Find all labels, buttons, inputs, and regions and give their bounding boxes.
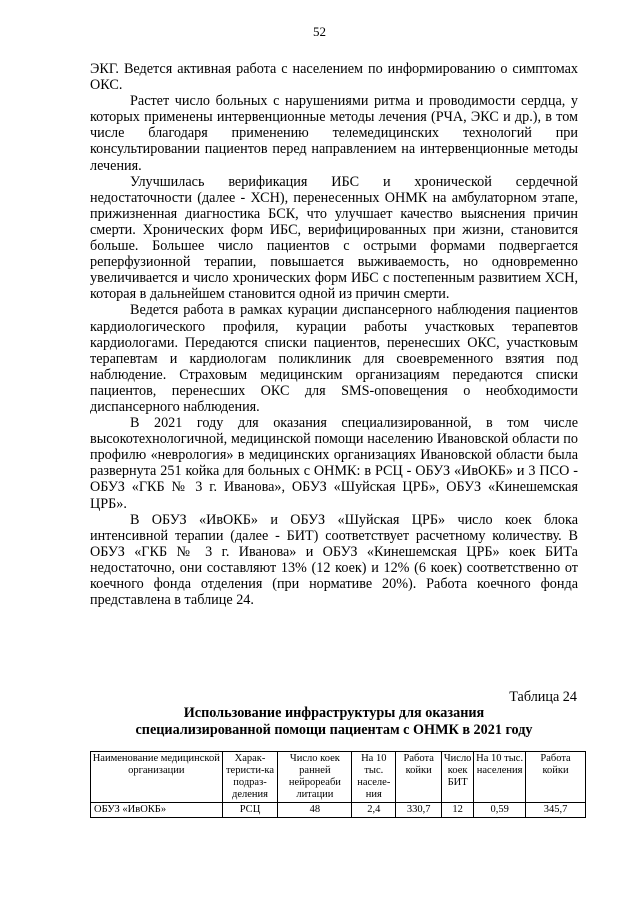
paragraph-6: В ОБУЗ «ИвОКБ» и ОБУЗ «Шуйская ЦРБ» число коек блока интенсивной терапии (далее - БИТ) соответствует расчетному количеству. В ОБУЗ «ГКБ № 3 г. Иванова» и ОБУЗ «Кинешемская ЦРБ» коек БИТа недостаточно, они составляют 13% (12 коек) и 12% (6 коек) соответственно от коечного фонда отделения (при нормативе 20%). Работа коечного фонда представлена в таблице 24. bbox=[90, 511, 578, 609]
document-body bbox=[90, 61, 578, 608]
header-bed-work: Работа койки bbox=[396, 752, 442, 803]
cell-rehab-beds: 48 bbox=[278, 803, 352, 818]
cell-bit-beds: 12 bbox=[442, 803, 474, 818]
paragraph-1: ЭКГ. Ведется активная работа с населением по информированию о симптомах ОКС. bbox=[90, 61, 578, 94]
table-title-line-1: Использование инфраструктуры для оказания bbox=[183, 705, 485, 721]
cell-organization: ОБУЗ «ИвОКБ» bbox=[91, 803, 223, 818]
page-number: 52 bbox=[313, 24, 326, 39]
paragraph-3: Улучшилась верификация ИБС и хронической сердечной недостаточности (далее - ХСН), перенесенных ОНМК на амбулаторном этапе, прижизненная диагностика БСК, что улучшает качество выяснения причин смерти. Хронических форм ИБС, верифицированных при жизни, становится больше. Большее число пациентов с острыми формами подвергается реперфузионной терапии, повышается выживаемость, но одновременно увеличивается и число хронических форм ИБС с постепенным развитием ХСН, которая в дальнейшем становится одной из причин смерти. bbox=[90, 173, 578, 303]
table-title-line-2: специализированной помощи пациентам с ОНМК в 2021 году bbox=[135, 722, 533, 738]
table-caption: Таблица 24 bbox=[509, 689, 577, 705]
infrastructure-table bbox=[90, 751, 586, 818]
table-row bbox=[91, 803, 586, 818]
paragraph-2: Растет число больных с нарушениями ритма и проводимости сердца, у которых применены интервенционные методы лечения (РЧА, ЭКС и др.), в том числе благодаря применению телемедицинских технологий при консультировании пациентов перед направлением на интервенционные методы лечения. bbox=[90, 93, 578, 174]
cell-unit-type: РСЦ bbox=[222, 803, 278, 818]
paragraph-5: В 2021 году для оказания специализированной, в том числе высокотехнологичной, медицинской помощи населению Ивановской области по профилю «неврология» в медицинских организациях Ивановской области была развернута 251 койка для больных с ОНМК: в РСЦ - ОБУЗ «ИвОКБ» и 3 ПСО - ОБУЗ «ГКБ № 3 г. Иванова», ОБУЗ «Шуйская ЦРБ», ОБУЗ «Кинешемская ЦРБ». bbox=[90, 415, 578, 512]
header-organization: Наименование медицинской организации bbox=[91, 752, 223, 803]
header-bit-bed-work: Работа койки bbox=[526, 752, 586, 803]
cell-bit-bed-work: 345,7 bbox=[526, 803, 586, 818]
table-header-row bbox=[91, 752, 586, 803]
cell-bit-per-10k: 0,59 bbox=[474, 803, 526, 818]
header-rehab-beds: Число коек ранней нейрореаби литации bbox=[278, 752, 352, 803]
paragraph-4: Ведется работа в рамках курации диспансерного наблюдения пациентов кардиологического профиля, курации работы участковых терапевтов кардиологами. Передаются списки пациентов, перенесших ОКС, участковым терапевтам и кардиологам поликлиник для своевременного взятия под наблюдение. Страховым медицинским организациям передаются списки пациентов, перенесших ОКС для SMS-оповещения о необходимости диспансерного наблюдения. bbox=[90, 302, 578, 415]
header-per-10k: На 10 тыс. населе-ния bbox=[352, 752, 396, 803]
header-unit-type: Харак-теристи-ка подраз-деления bbox=[222, 752, 278, 803]
table-title bbox=[90, 705, 578, 739]
header-bit-beds: Число коек БИТ bbox=[442, 752, 474, 803]
header-bit-per-10k: На 10 тыс. населения bbox=[474, 752, 526, 803]
cell-bed-work: 330,7 bbox=[396, 803, 442, 818]
cell-per-10k: 2,4 bbox=[352, 803, 396, 818]
